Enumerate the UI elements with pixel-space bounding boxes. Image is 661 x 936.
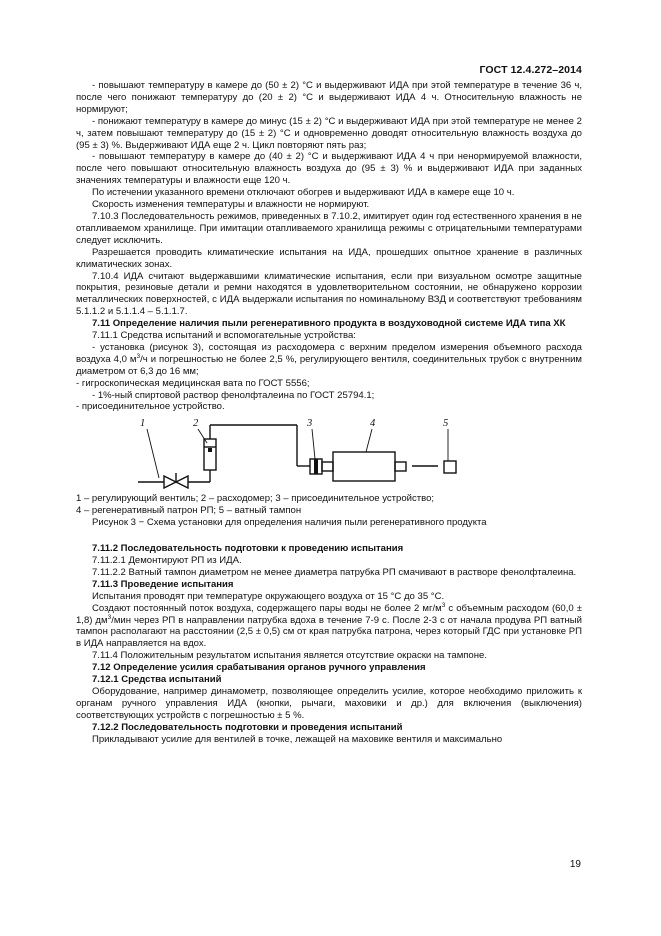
list-item: - присоединительное устройство. [76,401,225,413]
paragraph: Разрешается проводить климатические испытания на ИДА, прошедших опытное хранение в различных климатических зонах. [76,246,582,270]
section-heading: 7.11 Определение наличия пыли регенеративного продукта в воздуховодной системе ИДА типа ХК [92,318,566,330]
section-heading: 7.12.1 Средства испытаний [92,674,222,686]
legend-line: 1 – регулирующий вентиль; 2 – расходомер; 3 – присоединительное устройство; [76,493,435,505]
paragraph: 7.10.4 ИДА считают выдержавшими климатические испытания, если при визуальном осмотре защитные покрытия, резиновые детали и ремни находятся в удовлетворительном состоянии, не обнаружено коррозии металлических поверхностей, с ИДА выдержали испытания по номинальному ВЗД и соответствуют требованиям 5.1.1.2 и 5.1.1.4 – 5.1.1.7. [76,270,582,318]
tampon-body [444,461,456,473]
paragraph: - повышают температуру в камере до (40 ± 2) °С и выдерживают ИДА 4 ч при ненормируемой влажности, после чего повышают относительную влажность воздуха до (95 ± 3) % и выдерживают ИДА при заданных значениях температуры и влажности еще 120 ч. [76,151,582,187]
figure-3-diagram [76,415,582,493]
leader-1 [147,429,159,478]
flowmeter-body [204,439,216,470]
page-number: 19 [569,859,581,870]
figure-legend [76,493,582,517]
paragraph: 7.11.1 Средства испытаний и вспомогательные устройства: [92,330,356,342]
connector-fill [314,459,318,474]
section-heading: 7.11.3 Проведение испытания [92,578,234,590]
label-2: 2 [193,418,199,430]
valve-left-triangle [164,476,176,488]
list-item: - гигроскопическая медицинская вата по ГОСТ 5556; [76,377,310,389]
paragraph: - повышают температуру в камере до (50 ± 2) °С и выдерживают ИДА при этой температуре в течение 36 ч, после чего понижают температуру до (20 ± 2) °С и выдерживают ИДА 4 ч. Относительную влажность не нормируют; [76,80,582,115]
paragraph: 7.11.2.1 Демонтируют РП из ИДА. [92,555,242,566]
paragraph: - понижают температуру в камере до минус (15 ± 2) °С и выдерживают ИДА при этой температуре не менее 2 ч, затем повышают температуру до (15 ± 2) °С и одновременно доводят относительную влажность воздуха до (95 ± 3) %. Выдерживают ИДА еще 2 ч. Цикл повторяют пять раз; [76,115,582,151]
label-1: 1 [140,418,146,430]
flowmeter-float [208,448,212,452]
paragraph: 7.10.3 Последовательность режимов, приведенных в 7.10.2, имитирует один год естественного хранения в не отапливаемом хранилище. При имитации отапливаемого хранилища режимы с отрицательными температурами следует исключить. [76,210,582,246]
section-heading: 7.12 Определение усилия срабатывания органов ручного управления [92,662,426,674]
cartridge-body [333,452,395,481]
paragraph: Скорость изменения температуры и влажности не нормируют. [92,199,370,211]
list-item: - 1%-ный спиртовой раствор фенолфталеина по ГОСТ 25794.1; [92,389,375,401]
label-4: 4 [370,418,376,430]
leader-2 [198,429,207,443]
section-heading: 7.12.2 Последовательность подготовки и проведения испытаний [92,721,403,733]
page-body [76,80,582,746]
setup-schematic [76,415,582,493]
paragraph: Оборудование, например динамометр, позволяющее определить усилие, которое необходимо приложить к органам ручного управления ИДА (кнопки, рычаги, маховики и др.) для включения (выключения) соответствующих устройств с погрешностью ± 5 %. [76,685,582,721]
valve-right-triangle [176,476,188,488]
label-3: 3 [307,418,313,430]
section-heading: 7.11.2 Последовательность подготовки к проведению испытания [92,543,404,555]
cartridge-left-nozzle [322,462,333,471]
paragraph: По истечении указанного времени отключают обогрев и выдерживают ИДА в камере еще 10 ч. [92,187,515,199]
legend-line: 4 – регенеративный патрон РП; 5 – ватный тампон [76,505,302,517]
label-5: 5 [443,418,449,430]
document-header: ГОСТ 12.4.272–2014 [479,64,582,76]
leader-3 [312,429,315,459]
paragraph: Создают постоянный поток воздуха, содержащего пары воды не более 2 $мг/м^3$ с объемным расходом (60,0 ± 1,8) $дм^3$/мин через РП в направлении патрубка вдоха в течение 7-9 с. После 2-3 с от начала продува РП ватный тампон располагают на расстоянии (2,5 ± 0,5) см от края патрубка патрона, через который ГДС при установке РП в ИДА направляется на вдох. [76,601,582,650]
cartridge-right-nozzle [395,462,406,471]
paragraph: Испытания проводят при температуре окружающего воздуха от 15 °С до 35 °С. [92,590,445,602]
paragraph: - установка (рисунок 3), состоящая из расходомера с верхним пределом измерения объемного расхода воздуха 4,0 $м^3/ч$ и погрешностью не более 2,5 %, регулирующего вентиля, соединительных трубок с внутренним диаметром от 6,3 до 16 мм; [76,341,582,377]
leader-4 [366,429,372,452]
paragraph: 7.11.2.2 Ватный тампон диаметром не менее диаметра патрубка РП смачивают в растворе фенолфталеина. [92,566,577,578]
paragraph: Прикладывают усилие для вентилей в точке, лежащей на маховике вентиля и максимально [92,733,503,745]
paragraph: 7.11.4 Положительным результатом испытания является отсутствие окраски на тампоне. [92,650,487,662]
figure-caption: Рисунок 3 − Схема установки для определения наличия пыли регенеративного продукта [92,517,487,529]
